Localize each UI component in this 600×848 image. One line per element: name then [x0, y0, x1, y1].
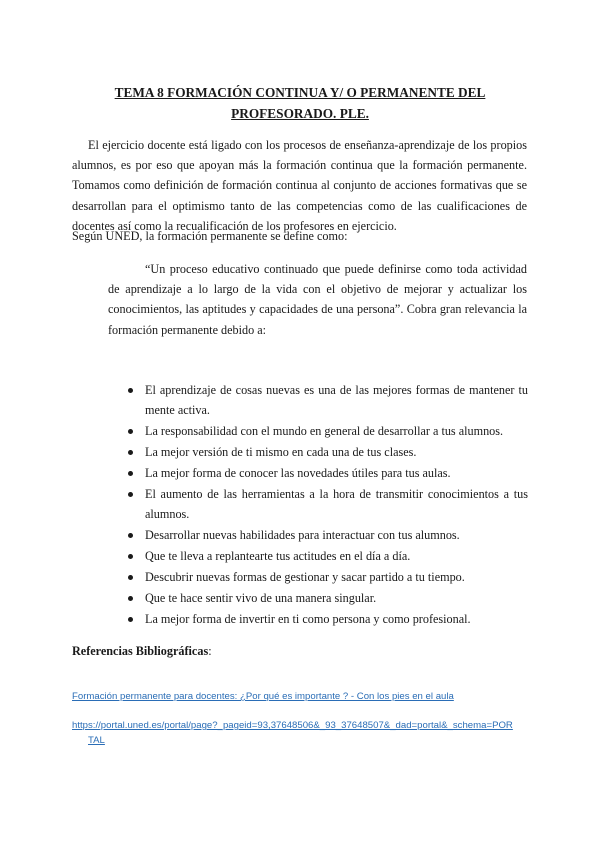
- bullet-icon: [128, 617, 133, 622]
- intro-paragraph: El ejercicio docente está ligado con los procesos de enseñanza-aprendizaje de los propios alumnos, es por eso que apoyan más la formación continua que la formación permanente. Tomamos como definición de formación continua al conjunto de acciones formativas que se desarrollan para el optimismo tanto de las competencias como de las cualificaciones de docentes así como la recualificación de los profesores en ejercicio.: [72, 138, 527, 233]
- list-item: [108, 567, 528, 587]
- references-heading: [72, 644, 212, 659]
- list-item-text: Que te hace sentir vivo de una manera singular.: [145, 591, 377, 606]
- list-item: [108, 421, 528, 441]
- reference-link-uned[interactable]: [72, 718, 532, 748]
- bullet-icon: [128, 554, 133, 559]
- bullet-icon: [128, 575, 133, 580]
- list-item: [108, 463, 528, 483]
- list-item: [108, 525, 528, 545]
- reference-link-uned-line2: TAL: [88, 735, 105, 746]
- benefits-list: [108, 380, 528, 630]
- bullet-icon: [128, 450, 133, 455]
- list-item: [108, 380, 528, 420]
- bullet-icon: [128, 429, 133, 434]
- bullet-icon: [128, 596, 133, 601]
- list-item-text: La mejor versión de ti mismo en cada una de tus clases.: [145, 445, 417, 460]
- list-item-text: La responsabilidad con el mundo en general de desarrollar a tus alumnos.: [145, 424, 504, 439]
- uned-quote-paragraph: “Un proceso educativo continuado que puede definirse como toda actividad de aprendizaje a lo largo de la vida con el objetivo de mejorar y actualizar los conocimientos, las aptitudes y capacidades de una persona”. Cobra gran relevancia la formación permanente debido a:: [108, 262, 527, 337]
- list-item: [108, 588, 528, 608]
- document-title: TEMA 8 FORMACIÓN CONTINUA Y/ O PERMANENTE DEL PROFESORADO. PLE.: [114, 85, 486, 121]
- bullet-icon: [128, 471, 133, 476]
- list-item-text: Desarrollar nuevas habilidades para interactuar con tus alumnos.: [145, 528, 460, 543]
- bullet-icon: [128, 388, 133, 393]
- reference-link-article[interactable]: Formación permanente para docentes: ¿Por qué es importante ? - Con los pies en el aula: [72, 691, 454, 702]
- list-item: [108, 609, 528, 629]
- references-heading-colon: :: [208, 644, 212, 658]
- list-item-text: Descubrir nuevas formas de gestionar y sacar partido a tu tiempo.: [145, 570, 465, 585]
- list-item: [108, 546, 528, 566]
- list-item-text: El aprendizaje de cosas nuevas es una de las mejores formas de mantener tu mente activa.: [145, 383, 528, 418]
- list-item: [108, 442, 528, 462]
- uned-definition-intro: Según UNED, la formación permanente se define como:: [72, 229, 348, 243]
- reference-link-uned-line1: https://portal.uned.es/portal/page?_pageid=93,37648506&_93_37648507&_dad=portal&_schema=POR: [72, 720, 513, 731]
- list-item-text: El aumento de las herramientas a la hora de transmitir conocimientos a tus alumnos.: [145, 487, 528, 522]
- list-item-text: La mejor forma de conocer las novedades útiles para tus aulas.: [145, 466, 451, 481]
- bullet-icon: [128, 492, 133, 497]
- list-item-text: La mejor forma de invertir en ti como persona y como profesional.: [145, 612, 471, 627]
- bullet-icon: [128, 533, 133, 538]
- list-item-text: Que te lleva a replantearte tus actitudes en el día a día.: [145, 549, 411, 564]
- references-heading-text: Referencias Bibliográficas: [72, 644, 209, 658]
- list-item: [108, 484, 528, 524]
